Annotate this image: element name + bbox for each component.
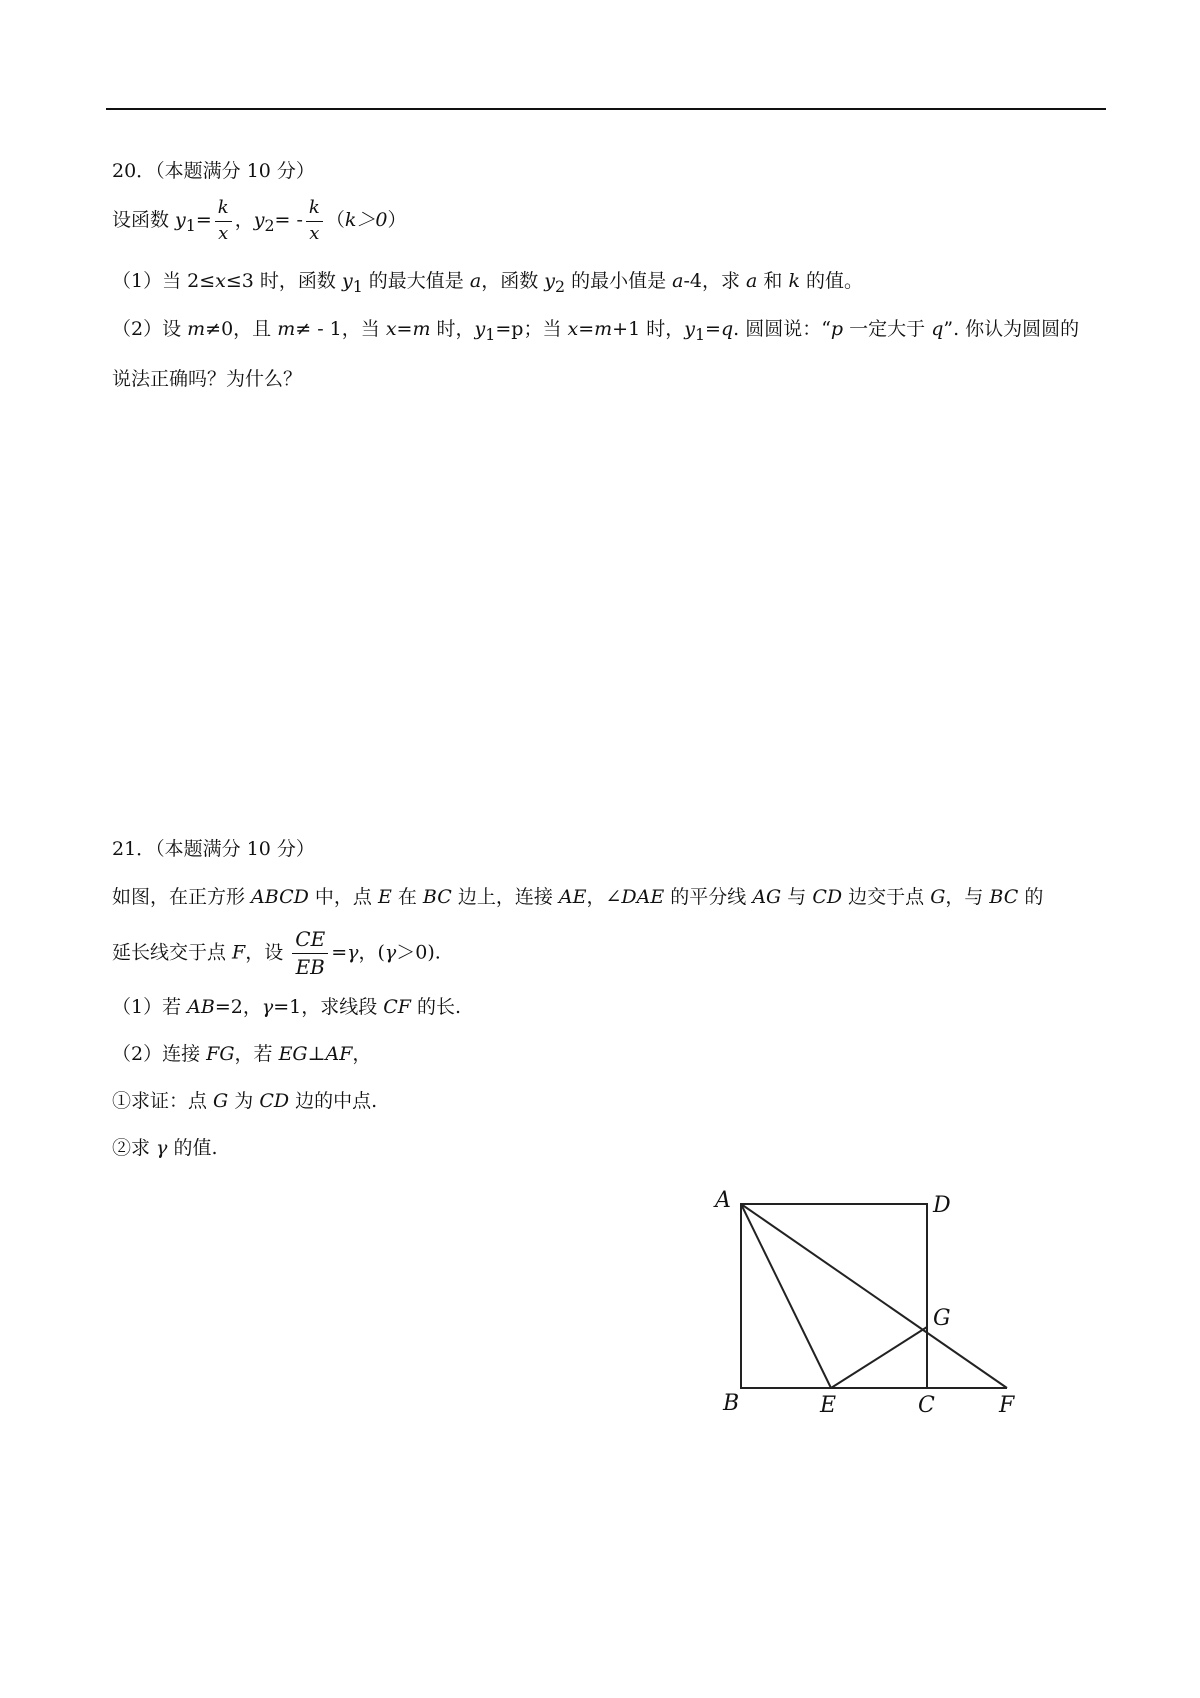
label-b: B: [723, 1391, 740, 1416]
q21-header: 21．（本题满分 10 分）: [112, 838, 315, 860]
geometry-figure: [705, 1182, 1045, 1422]
header-rule: [106, 108, 1106, 110]
q21-part2: （2）连接 FG，若 EG⊥AF，: [112, 1043, 372, 1065]
q20-intro: 设函数 $y_1=$ $\frac{k}{x}$ ，$y_2=$ - $\frac{k}{x}$ （k＞0）: [112, 197, 407, 244]
q21-part2-sub2: ②求 γ 的值.: [112, 1137, 218, 1159]
q20-part2-line2: 说法正确吗？为什么？: [112, 368, 303, 390]
q20-header: 20．（本题满分 10 分）: [112, 160, 315, 182]
q21-line2: 延长线交于点 F，设 $\frac{CE}{EB}$ =γ，(γ＞0).: [112, 927, 441, 979]
fraction-k-over-x: $\frac{k}{x}$: [215, 198, 232, 244]
segment-ae: [741, 1204, 831, 1388]
square-abcd: [741, 1204, 927, 1388]
label-d: D: [933, 1193, 951, 1218]
segment-eg: [831, 1327, 927, 1388]
label-c: C: [918, 1393, 935, 1418]
label-a: A: [715, 1188, 731, 1213]
fraction-k-over-x: $\frac{k}{x}$: [306, 198, 323, 244]
fraction-ce-over-eb: $\frac{CE}{EB}$: [292, 928, 328, 979]
q21-part2-sub1: ①求证：点 G 为 CD 边的中点.: [112, 1090, 378, 1112]
label-f: F: [999, 1393, 1015, 1418]
square-diagram: [705, 1182, 1045, 1422]
q21-line1: 如图，在正方形 ABCD 中，点 E 在 BC 边上，连接 AE，∠DAE 的平分线 AG 与 CD 边交于点 G，与 BC 的: [112, 886, 1044, 908]
label-g: G: [933, 1306, 951, 1331]
label-e: E: [820, 1393, 837, 1418]
q21-part1: （1）若 AB=2，γ=1，求线段 CF 的长.: [112, 996, 462, 1018]
q20-part1: （1）当 2≤x≤3 时，函数 $y_1$ 的最大值是 a，函数 $y_2$ 的最小值是 a-4，求 a 和 k 的值。: [112, 270, 864, 296]
q20-part2: （2）设 m≠0，且 m≠ - 1，当 x=m 时，$y_1=p$；当 x=m+1 时，$y_1=q$. 圆圆说：“p 一定大于 q”. 你认为圆圆的: [112, 318, 1080, 344]
